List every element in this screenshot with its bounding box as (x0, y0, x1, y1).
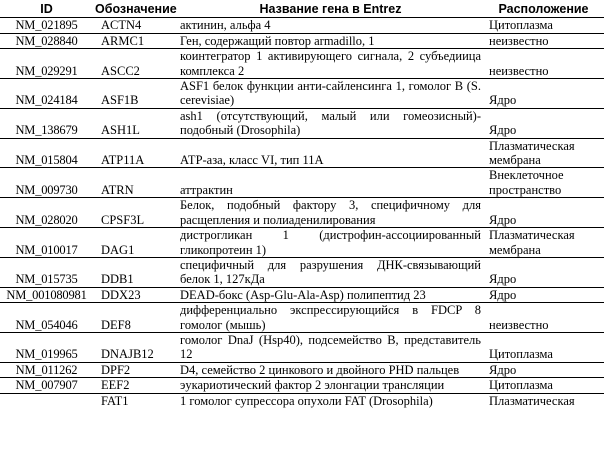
cell-name: Ген, содержащий повтор armadillo, 1 (178, 33, 483, 48)
cell-name: эукариотический фактор 2 элонгации трансляции (178, 378, 483, 393)
table-row (0, 332, 604, 362)
table-row (0, 108, 604, 138)
table-row (0, 378, 604, 393)
cell-symbol: ASF1B (93, 79, 178, 109)
table-row (0, 303, 604, 333)
cell-location: Ядро (483, 198, 604, 228)
cell-id: NM_029291 (0, 49, 93, 79)
cell-location: Цитоплазма (483, 378, 604, 393)
header-location: Расположение (483, 2, 604, 18)
table-row (0, 79, 604, 109)
cell-id: NM_054046 (0, 303, 93, 333)
table-row (0, 228, 604, 258)
cell-symbol: ASCC2 (93, 49, 178, 79)
table-row (0, 362, 604, 377)
cell-symbol: CPSF3L (93, 198, 178, 228)
cell-name: Белок, подобный фактору 3, специфичному для расщепления и полиаденилирования (180, 198, 481, 227)
header-id: ID (0, 2, 93, 18)
cell-symbol: DDB1 (93, 257, 178, 287)
cell-location: Плазматическая мембрана (483, 228, 604, 258)
table-row (0, 49, 604, 79)
cell-id: NM_009730 (0, 168, 93, 198)
cell-id: NM_019965 (0, 332, 93, 362)
cell-symbol: ATRN (93, 168, 178, 198)
header-name: Название гена в Entrez (178, 2, 483, 18)
cell-symbol: DNAJB12 (93, 332, 178, 362)
cell-symbol: ARMC1 (93, 33, 178, 48)
cell-location: неизвестно (483, 303, 604, 333)
cell-symbol: DDX23 (93, 287, 178, 302)
cell-name: дифференциально экспрессирующийся в FDCP 8 гомолог (мышь) (180, 303, 481, 332)
cell-id: NM_015804 (0, 138, 93, 168)
cell-location: неизвестно (483, 49, 604, 79)
table-row (0, 198, 604, 228)
cell-location: Ядро (483, 257, 604, 287)
table-row (0, 168, 604, 198)
cell-id: NM_028020 (0, 198, 93, 228)
cell-name: 1 гомолог супрессора опухоли FAT (Drosophila) (180, 393, 433, 408)
cell-location: Ядро (483, 108, 604, 138)
header-row (0, 2, 604, 18)
table-row (0, 393, 604, 408)
header-symbol: Обозначение (95, 2, 177, 16)
cell-name: ash1 (отсутствующий, малый или гомеозисный)-подобный (Drosophila) (180, 108, 481, 138)
cell-name: ASF1 белок функции анти-сайленсинга 1, гомолог В (S. cerevisiae) (180, 79, 481, 108)
cell-location: Плазматическая мембрана (483, 138, 604, 168)
cell-name: аттрактин (178, 168, 483, 198)
cell-name: D4, семейство 2 цинкового и двойного PHD пальцев (178, 362, 483, 377)
cell-location: Цитоплазма (483, 332, 604, 362)
cell-id: NM_007907 (0, 378, 93, 393)
cell-location: Плазматическая (489, 393, 575, 408)
cell-name: специфичный для разрушения ДНК-связывающий белок 1, 127кДа (180, 257, 481, 287)
cell-id: NM_138679 (0, 108, 93, 138)
cell-name: гомолог DnaJ (Hsp40), подсемейство В, представитель 12 (180, 332, 481, 362)
cell-id (0, 393, 93, 408)
cell-id: NM_015735 (0, 257, 93, 287)
cell-name: дистрогликан 1 (дистрофин-ассоциированный гликопротеин 1) (180, 228, 481, 257)
cell-location: неизвестно (483, 33, 604, 48)
table-row (0, 18, 604, 33)
cell-name: DEAD-бокс (Asp-Glu-Ala-Asp) полипептид 23 (178, 287, 483, 302)
cell-symbol: ASH1L (93, 108, 178, 138)
cell-id: NM_001080981 (0, 287, 93, 302)
cell-symbol: ACTN4 (93, 18, 178, 33)
cell-location: Ядро (483, 287, 604, 302)
cell-id: NM_010017 (0, 228, 93, 258)
table-row (0, 257, 604, 287)
cell-id: NM_028840 (0, 33, 93, 48)
cell-symbol: DPF2 (93, 362, 178, 377)
cell-symbol: DAG1 (93, 228, 178, 258)
cell-location: Внеклеточное пространство (483, 168, 604, 198)
cell-id: NM_021895 (0, 18, 93, 33)
cell-name: актинин, альфа 4 (178, 18, 483, 33)
table-row (0, 287, 604, 302)
cell-id: NM_024184 (0, 79, 93, 109)
cell-name: АТР-аза, класс VI, тип 11A (178, 138, 483, 168)
cell-name: коинтегратор 1 активирующего сигнала, 2 субъедиица комплекса 2 (180, 49, 481, 78)
cell-symbol: FAT1 (101, 393, 129, 408)
gene-table (0, 2, 604, 408)
cell-symbol: ATP11A (93, 138, 178, 168)
cell-location: Ядро (483, 362, 604, 377)
table-row (0, 138, 604, 168)
table-row (0, 33, 604, 48)
cell-location: Ядро (483, 79, 604, 109)
cell-id: NM_011262 (0, 362, 93, 377)
cell-symbol: EEF2 (93, 378, 178, 393)
cell-symbol: DEF8 (93, 303, 178, 333)
cell-location: Цитоплазма (483, 18, 604, 33)
